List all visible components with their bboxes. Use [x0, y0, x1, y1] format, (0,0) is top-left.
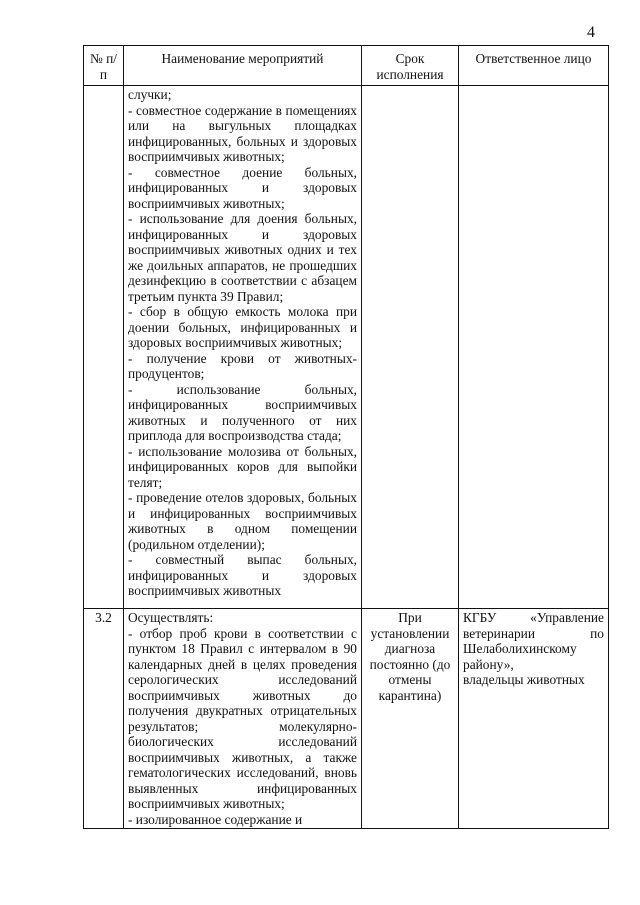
- row2-responsible: [459, 609, 609, 829]
- row2-intro: Осуществлять:: [128, 610, 214, 625]
- list-item: - совместный выпас больных, инфицированных и здоровых восприимчивых животных: [128, 552, 357, 598]
- row1-measures: [124, 86, 362, 609]
- list-item: - отбор проб крови в соответствии с пунктом 18 Правил с интервалом в 90 календарных дней в целях проведения серологических исследований восприимчивых животных до получения двукратных отрицательных результатов; молекулярно-биологических исследований восприимчивых животных, а также гематологических исследований, вновь выявленных инфицированных восприимчивых животных;: [128, 625, 357, 811]
- list-item: - изолированное содержание и: [128, 811, 303, 827]
- header-responsible: Ответственное лицо: [459, 46, 609, 86]
- row1-term: [362, 86, 459, 609]
- page-number: 4: [587, 24, 595, 41]
- header-term: Срок исполнения: [362, 46, 459, 86]
- row2-term-line1: При установлении диагноза: [370, 610, 450, 656]
- table-header-row: [84, 46, 609, 86]
- row2-measures: [124, 609, 362, 829]
- row2-num: 3.2: [84, 609, 124, 829]
- list-item: - сбор в общую емкость молока при доении больных, инфицированных и здоровых восприимчивых животных;: [128, 304, 357, 350]
- list-item: - совместное содержание в помещениях или на выгульных площадках инфицированных, больных и здоровых восприимчивых животных;: [128, 102, 357, 164]
- table-row: [84, 86, 609, 609]
- list-item: - использование больных, инфицированных восприимчивых животных и полученного от них приплода для воспроизводства стада;: [128, 381, 357, 443]
- row1-num: [84, 86, 124, 609]
- table-row: [84, 609, 609, 829]
- header-name: Наименование мероприятий: [124, 46, 362, 86]
- row2-term: [362, 609, 459, 829]
- row2-responsible-line1: КГБУ «Управление ветеринарии по Шелаболихинскому району»,: [463, 610, 604, 672]
- list-item: - проведение отелов здоровых, больных и инфицированных восприимчивых животных в одном помещении (родильном отделении);: [128, 490, 357, 552]
- list-item: - использование для доения больных, инфицированных и здоровых восприимчивых животных одних и тех же доильных аппаратов, не прошедших дезинфекцию в соответствии с абзацем третьим пункта 39 Правил;: [128, 211, 357, 304]
- row2-responsible-line2: владельцы животных: [463, 672, 585, 687]
- list-item: - использование молозива от больных, инфицированных коров для выпойки телят;: [128, 443, 357, 490]
- list-item: - получение крови от животных-продуцентов;: [128, 350, 357, 381]
- row2-term-line2: постоянно (до отмены карантина): [369, 656, 451, 703]
- measures-table: [83, 45, 609, 829]
- row1-responsible: [459, 86, 609, 609]
- header-num: № п/п: [84, 46, 124, 86]
- list-item: случки;: [128, 87, 172, 102]
- list-item: - совместное доение больных, инфицированных и здоровых восприимчивых животных;: [128, 164, 357, 211]
